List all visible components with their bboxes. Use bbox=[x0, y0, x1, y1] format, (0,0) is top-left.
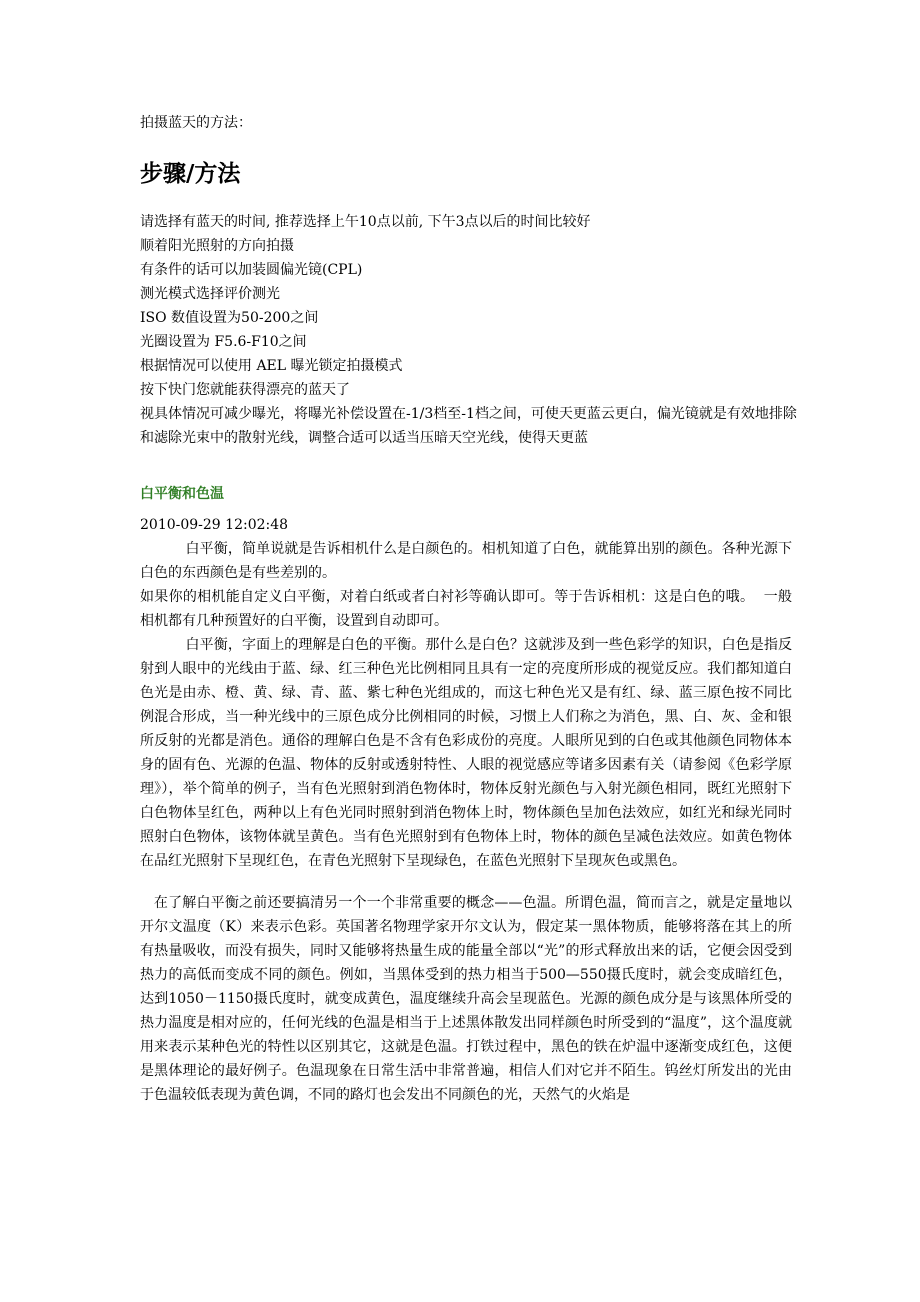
step-item: 根据情况可以使用 AEL 曝光锁定拍摄模式 bbox=[140, 358, 403, 374]
step-item: 测光模式选择评价测光 bbox=[140, 286, 280, 302]
article-body bbox=[140, 513, 792, 1107]
article-paragraph: 白平衡，字面上的理解是白色的平衡。那什么是白色？这就涉及到一些色彩学的知识，白色是指反射到人眼中的光线由于蓝、绿、红三种色光比例相同且具有一定的亮度所形成的视觉反应。我们都知道白色光是由赤、橙、黄、绿、青、蓝、紫七种色光组成的，而这七种色光又是有红、绿、蓝三原色按不同比例混合形成，当一种光线中的三原色成分比例相同的时候，习惯上人们称之为消色，黑、白、灰、金和银所反射的光都是消色。通俗的理解白色是不含有色彩成份的亮度。人眼所见到的白色或其他颜色同物体本身的固有色、光源的色温、物体的反射或透射特性、人眼的视觉感应等诸多因素有关（请参阅《色彩学原理》），举个简单的例子，当有色光照射到消色物体时，物体反射光颜色与入射光颜色相同，既红光照射下白色物体呈红色，两种以上有色光同时照射到消色物体上时，物体颜色呈加色法效应，如红光和绿光同时照射白色物体，该物体就呈黄色。当有色光照射到有色物体上时，物体的颜色呈减色法效应。如黄色物体在品红光照射下呈现红色，在青色光照射下呈现绿色，在蓝色光照射下呈现灰色或黑色。 bbox=[140, 637, 792, 869]
step-item: 按下快门您就能获得漂亮的蓝天了 bbox=[140, 382, 350, 398]
article-paragraph: 白平衡，简单说就是告诉相机什么是白颜色的。相机知道了白色，就能算出别的颜色。各种光源下白色的东西颜色是有些差别的。 bbox=[140, 541, 792, 581]
steps-heading: 步骤/方法 bbox=[140, 161, 241, 187]
step-item: 请选择有蓝天的时间, 推荐选择上午10点以前, 下午3点以后的时间比较好 bbox=[140, 214, 591, 230]
intro-line: 拍摄蓝天的方法： bbox=[140, 115, 252, 131]
article-paragraph: 在了解白平衡之前还要搞清另一个一个非常重要的概念——色温。所谓色温，简而言之，就是定量地以开尔文温度（K）来表示色彩。英国著名物理学家开尔文认为，假定某一黑体物质，能够将落在其上的所有热量吸收，而没有损失，同时又能够将热量生成的能量全部以“光”的形式释放出来的话，它便会因受到热力的高低而变成不同的颜色。例如，当黑体受到的热力相当于500—550摄氏度时，就会变成暗红色，达到1050－1150摄氏度时，就变成黄色，温度继续升高会呈现蓝色。光源的颜色成分是与该黑体所受的热力温度是相对应的，任何光线的色温是相当于上述黑体散发出同样颜色时所受到的“温度”，这个温度就用来表示某种色光的特性以区别其它，这就是色温。打铁过程中，黑色的铁在炉温中逐渐变成红色，这便是黑体理论的最好例子。色温现象在日常生活中非常普遍，相信人们对它并不陌生。钨丝灯所发出的光由于色温较低表现为黄色调，不同的路灯也会发出不同颜色的光，天然气的火焰是 bbox=[140, 895, 792, 1103]
step-item: 光圈设置为 F5.6-F10之间 bbox=[140, 334, 307, 350]
step-item: ISO 数值设置为50-200之间 bbox=[140, 310, 319, 326]
step-item: 顺着阳光照射的方向拍摄 bbox=[140, 238, 294, 254]
step-item: 有条件的话可以加装圆偏光镜(CPL) bbox=[140, 262, 363, 278]
article-title: 白平衡和色温 bbox=[140, 486, 224, 502]
step-item: 视具体情况可减少曝光，将曝光补偿设置在-1/3档至-1档之间，可使天更蓝云更白，偏光镜就是有效地排除和滤除光束中的散射光线，调整合适可以适当压暗天空光线，使得天更蓝 bbox=[140, 406, 797, 446]
article-paragraph: 如果你的相机能自定义白平衡，对着白纸或者白衬衫等确认即可。等于告诉相机：这是白色的哦。 一般相机都有几种预置好的白平衡，设置到自动即可。 bbox=[140, 589, 792, 629]
steps-list bbox=[140, 210, 800, 450]
article-date: 2010-09-29 12:02:48 bbox=[140, 517, 289, 533]
